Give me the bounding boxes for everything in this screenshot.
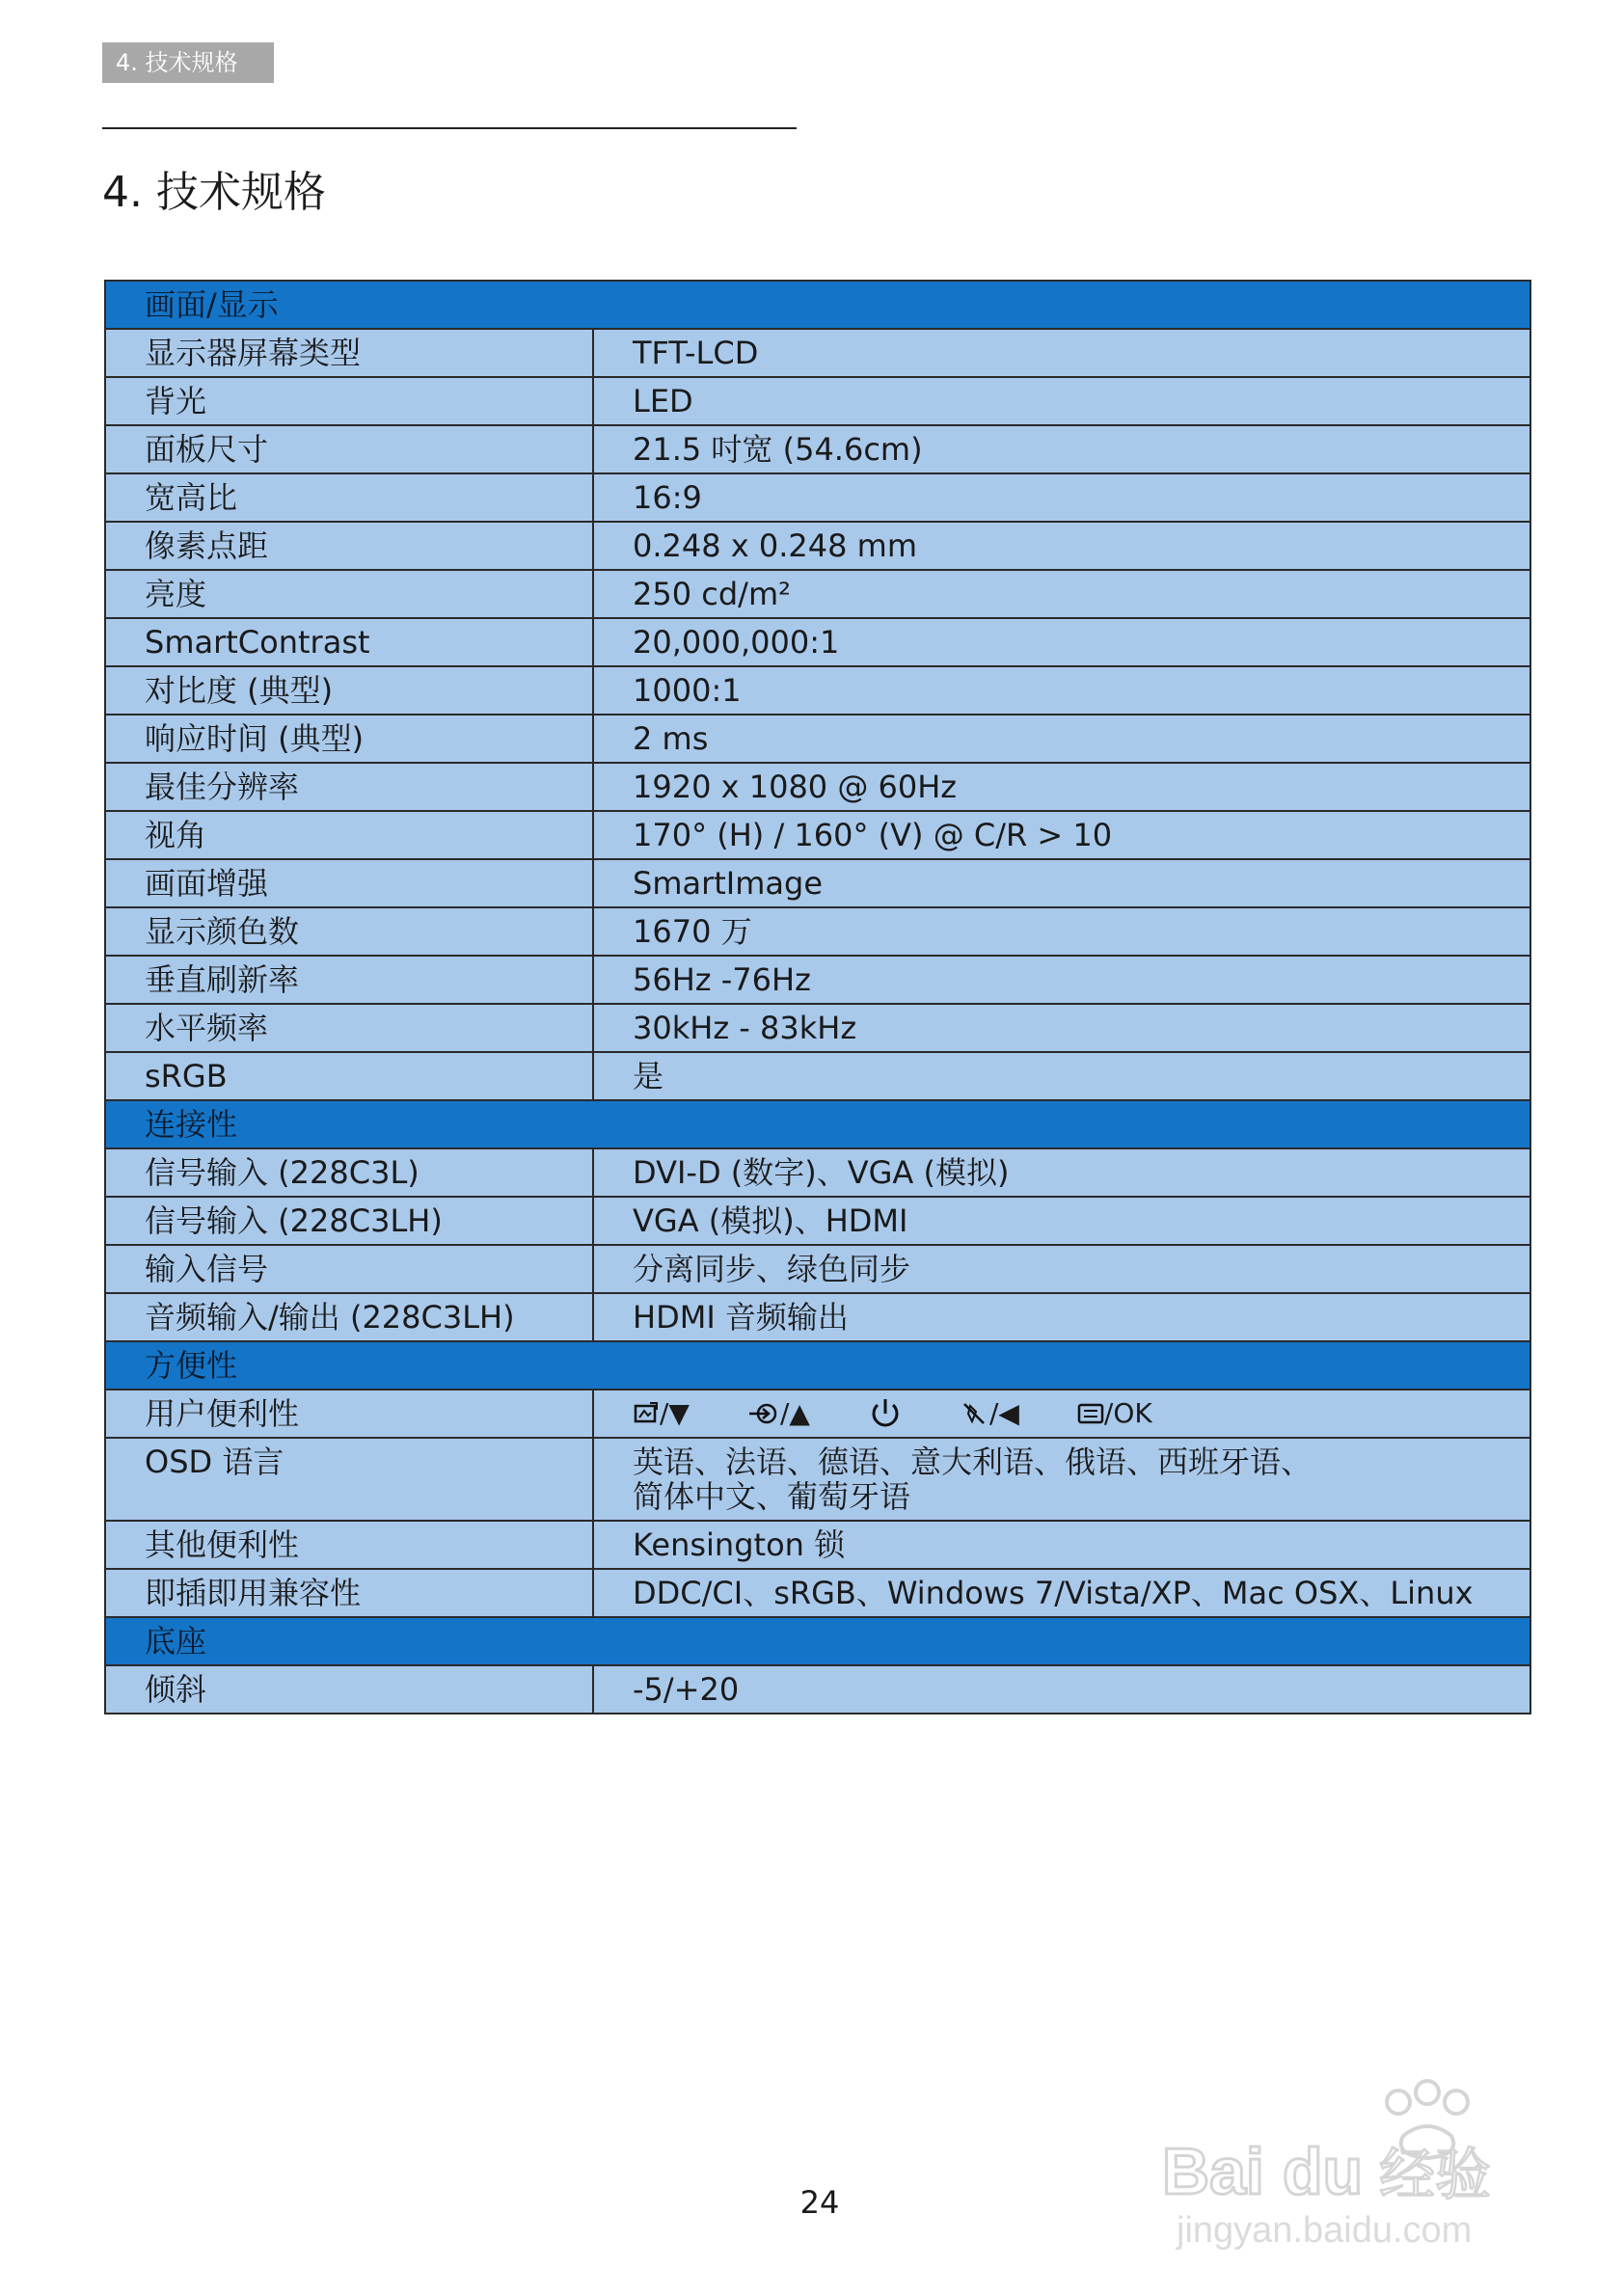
chapter-tab: 4. 技术规格 <box>102 42 274 83</box>
spec-label: 视角 <box>105 811 593 859</box>
spec-label: 水平频率 <box>105 1004 593 1052</box>
spec-label: 响应时间 (典型) <box>105 715 593 763</box>
power-icon <box>868 1396 903 1431</box>
spec-value: 20,000,000:1 <box>593 618 1530 666</box>
spec-label: 用户便利性 <box>105 1390 593 1438</box>
section-row-connectivity <box>105 1100 1530 1148</box>
spec-value: 1000:1 <box>593 666 1530 715</box>
spec-value: SmartImage <box>593 859 1530 907</box>
menu-icon <box>1077 1402 1104 1425</box>
table-row <box>105 1521 1530 1569</box>
spec-label: 显示器屏幕类型 <box>105 329 593 377</box>
spec-value: 170° (H) / 160° (V) @ C/R > 10 <box>593 811 1530 859</box>
spec-label: 显示颜色数 <box>105 907 593 956</box>
control-suffix: /▼ <box>660 1397 690 1429</box>
table-row <box>105 1245 1530 1293</box>
table-row <box>105 1569 1530 1617</box>
spec-table <box>104 280 1531 1714</box>
spec-label: 其他便利性 <box>105 1521 593 1569</box>
baidu-watermark-logo <box>1157 2064 1562 2256</box>
spec-label: 最佳分辨率 <box>105 763 593 811</box>
spec-value: VGA (模拟)、HDMI <box>593 1197 1530 1245</box>
input-icon <box>747 1400 780 1427</box>
table-row <box>105 1004 1530 1052</box>
table-row <box>105 1665 1530 1714</box>
osd-languages-line-2: 简体中文、葡萄牙语 <box>633 1478 911 1515</box>
section-row-stand <box>105 1617 1530 1665</box>
spec-label: 像素点距 <box>105 522 593 570</box>
page-number: 24 <box>799 2184 840 2221</box>
svg-text:经验: 经验 <box>1379 2142 1492 2207</box>
spec-value: -5/+20 <box>593 1665 1530 1714</box>
table-row <box>105 666 1530 715</box>
table-row <box>105 1390 1530 1438</box>
spec-value: 30kHz - 83kHz <box>593 1004 1530 1052</box>
spec-value: DVI-D (数字)、VGA (模拟) <box>593 1148 1530 1197</box>
mute-icon <box>961 1400 989 1427</box>
spec-value: HDMI 音频输出 <box>593 1293 1530 1341</box>
spec-label: 背光 <box>105 377 593 425</box>
spec-label: 画面增强 <box>105 859 593 907</box>
table-row <box>105 473 1530 522</box>
table-row <box>105 570 1530 618</box>
svg-text:du: du <box>1283 2135 1364 2208</box>
spec-value: 是 <box>593 1052 1530 1100</box>
section-title: 底座 <box>105 1617 1530 1665</box>
spec-value: Kensington 锁 <box>593 1521 1530 1569</box>
power-control <box>868 1396 903 1431</box>
table-row <box>105 763 1530 811</box>
control-suffix: /OK <box>1103 1397 1152 1429</box>
smartimage-control <box>633 1396 690 1431</box>
control-suffix: /▲ <box>779 1397 810 1429</box>
spec-value <box>593 1438 1530 1521</box>
table-row <box>105 522 1530 570</box>
spec-label: SmartContrast <box>105 618 593 666</box>
input-control <box>747 1396 810 1431</box>
table-row <box>105 1293 1530 1341</box>
menu-control <box>1077 1396 1152 1431</box>
spec-label: 面板尺寸 <box>105 425 593 473</box>
header-rule <box>102 127 797 129</box>
svg-text:Bai: Bai <box>1162 2135 1264 2208</box>
table-row <box>105 907 1530 956</box>
table-row <box>105 811 1530 859</box>
section-title: 连接性 <box>105 1100 1530 1148</box>
section-title: 画面/显示 <box>105 281 1530 329</box>
spec-label: 倾斜 <box>105 1665 593 1714</box>
spec-value: LED <box>593 377 1530 425</box>
spec-value: 2 ms <box>593 715 1530 763</box>
spec-value: 1920 x 1080 @ 60Hz <box>593 763 1530 811</box>
section-row-display <box>105 281 1530 329</box>
control-suffix: /◀ <box>988 1397 1019 1429</box>
spec-value: DDC/CI、sRGB、Windows 7/Vista/XP、Mac OSX、Linux <box>593 1569 1530 1617</box>
osd-languages-line-1: 英语、法语、德语、意大利语、俄语、西班牙语、 <box>633 1444 1313 1480</box>
section-title: 方便性 <box>105 1341 1530 1390</box>
control-icons-cell <box>593 1390 1530 1438</box>
spec-value: 16:9 <box>593 473 1530 522</box>
table-row <box>105 1052 1530 1100</box>
spec-label: sRGB <box>105 1052 593 1100</box>
spec-value: TFT-LCD <box>593 329 1530 377</box>
table-row <box>105 329 1530 377</box>
spec-value: 1670 万 <box>593 907 1530 956</box>
spec-value: 56Hz -76Hz <box>593 956 1530 1004</box>
section-row-convenience <box>105 1341 1530 1390</box>
spec-label: 音频输入/输出 (228C3LH) <box>105 1293 593 1341</box>
spec-value: 分离同步、绿色同步 <box>593 1245 1530 1293</box>
spec-label: OSD 语言 <box>105 1438 593 1521</box>
table-row <box>105 1197 1530 1245</box>
spec-label: 垂直刷新率 <box>105 956 593 1004</box>
table-row <box>105 1148 1530 1197</box>
table-row <box>105 1438 1530 1521</box>
table-row <box>105 956 1530 1004</box>
spec-label: 信号输入 (228C3LH) <box>105 1197 593 1245</box>
spec-label: 亮度 <box>105 570 593 618</box>
table-row <box>105 618 1530 666</box>
table-row <box>105 425 1530 473</box>
spec-value: 21.5 吋宽 (54.6cm) <box>593 425 1530 473</box>
spec-value: 250 cd/m² <box>593 570 1530 618</box>
spec-label: 宽高比 <box>105 473 593 522</box>
table-row <box>105 715 1530 763</box>
table-row <box>105 859 1530 907</box>
spec-label: 即插即用兼容性 <box>105 1569 593 1617</box>
svg-text:jingyan.baidu.com: jingyan.baidu.com <box>1177 2210 1473 2251</box>
spec-value: 0.248 x 0.248 mm <box>593 522 1530 570</box>
page-title: 4. 技术规格 <box>102 168 326 217</box>
mute-control <box>961 1396 1019 1431</box>
smartimage-icon <box>633 1400 660 1427</box>
spec-label: 信号输入 (228C3L) <box>105 1148 593 1197</box>
spec-label: 输入信号 <box>105 1245 593 1293</box>
spec-label: 对比度 (典型) <box>105 666 593 715</box>
table-row <box>105 377 1530 425</box>
